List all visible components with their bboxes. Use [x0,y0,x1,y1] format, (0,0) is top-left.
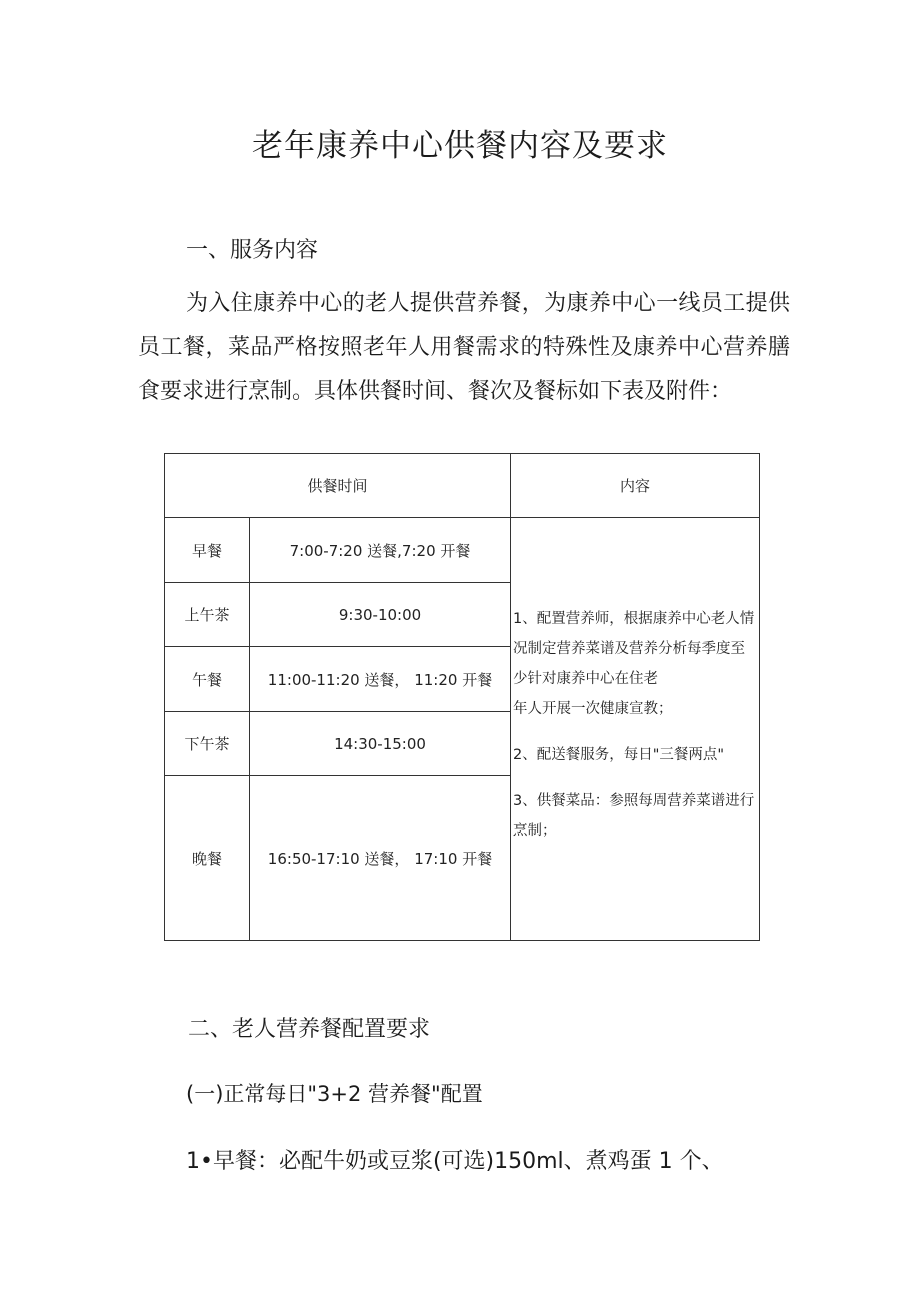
table-row [165,518,760,583]
header-content: 内容 [511,454,760,518]
meal-name: 下午茶 [165,712,250,776]
content-item: 1、配置营养师，根据康养中心老人情况制定营养菜谱及营养分析每季度至少针对康养中心在住老 [513,611,755,687]
meal-schedule-table [164,453,760,941]
meal-name: 晚餐 [165,776,250,941]
meal-time: 16:50-17:10 送餐， 17:10 开餐 [250,776,511,941]
section2-subheading: (一)正常每日"3+2 营养餐"配置 [186,1082,483,1106]
content-item: 年人开展一次健康宣教； [513,701,673,717]
content-item: 3、供餐菜品：参照每周营养菜谱进行烹制； [513,793,755,839]
meal-time: 7:00-7:20 送餐,7:20 开餐 [250,518,511,583]
section2-item-1: 1•早餐：必配牛奶或豆浆(可选)150ml、煮鸡蛋 1 个、 [186,1149,724,1174]
page-title: 老年康养中心供餐内容及要求 [252,128,668,164]
header-meal-time: 供餐时间 [165,454,511,518]
section1-paragraph: 为入住康养中心的老人提供营养餐，为康养中心一线员工提供员工餐，菜品严格按照老年人用餐需求的特殊性及康养中心营养膳食要求进行烹制。具体供餐时间、餐次及餐标如下表及附件： [138,291,790,404]
meal-time: 11:00-11:20 送餐， 11:20 开餐 [250,647,511,712]
meal-name: 早餐 [165,518,250,583]
meal-name: 上午茶 [165,583,250,647]
meal-time: 14:30-15:00 [250,712,511,776]
content-cell [511,518,760,941]
table-header-row [165,454,760,518]
meal-name: 午餐 [165,647,250,712]
content-item: 2、配送餐服务，每日"三餐两点" [513,747,725,763]
meal-time: 9:30-10:00 [250,583,511,647]
section1-heading: 一、服务内容 [186,238,319,263]
section2-heading: 二、老人营养餐配置要求 [188,1017,431,1042]
